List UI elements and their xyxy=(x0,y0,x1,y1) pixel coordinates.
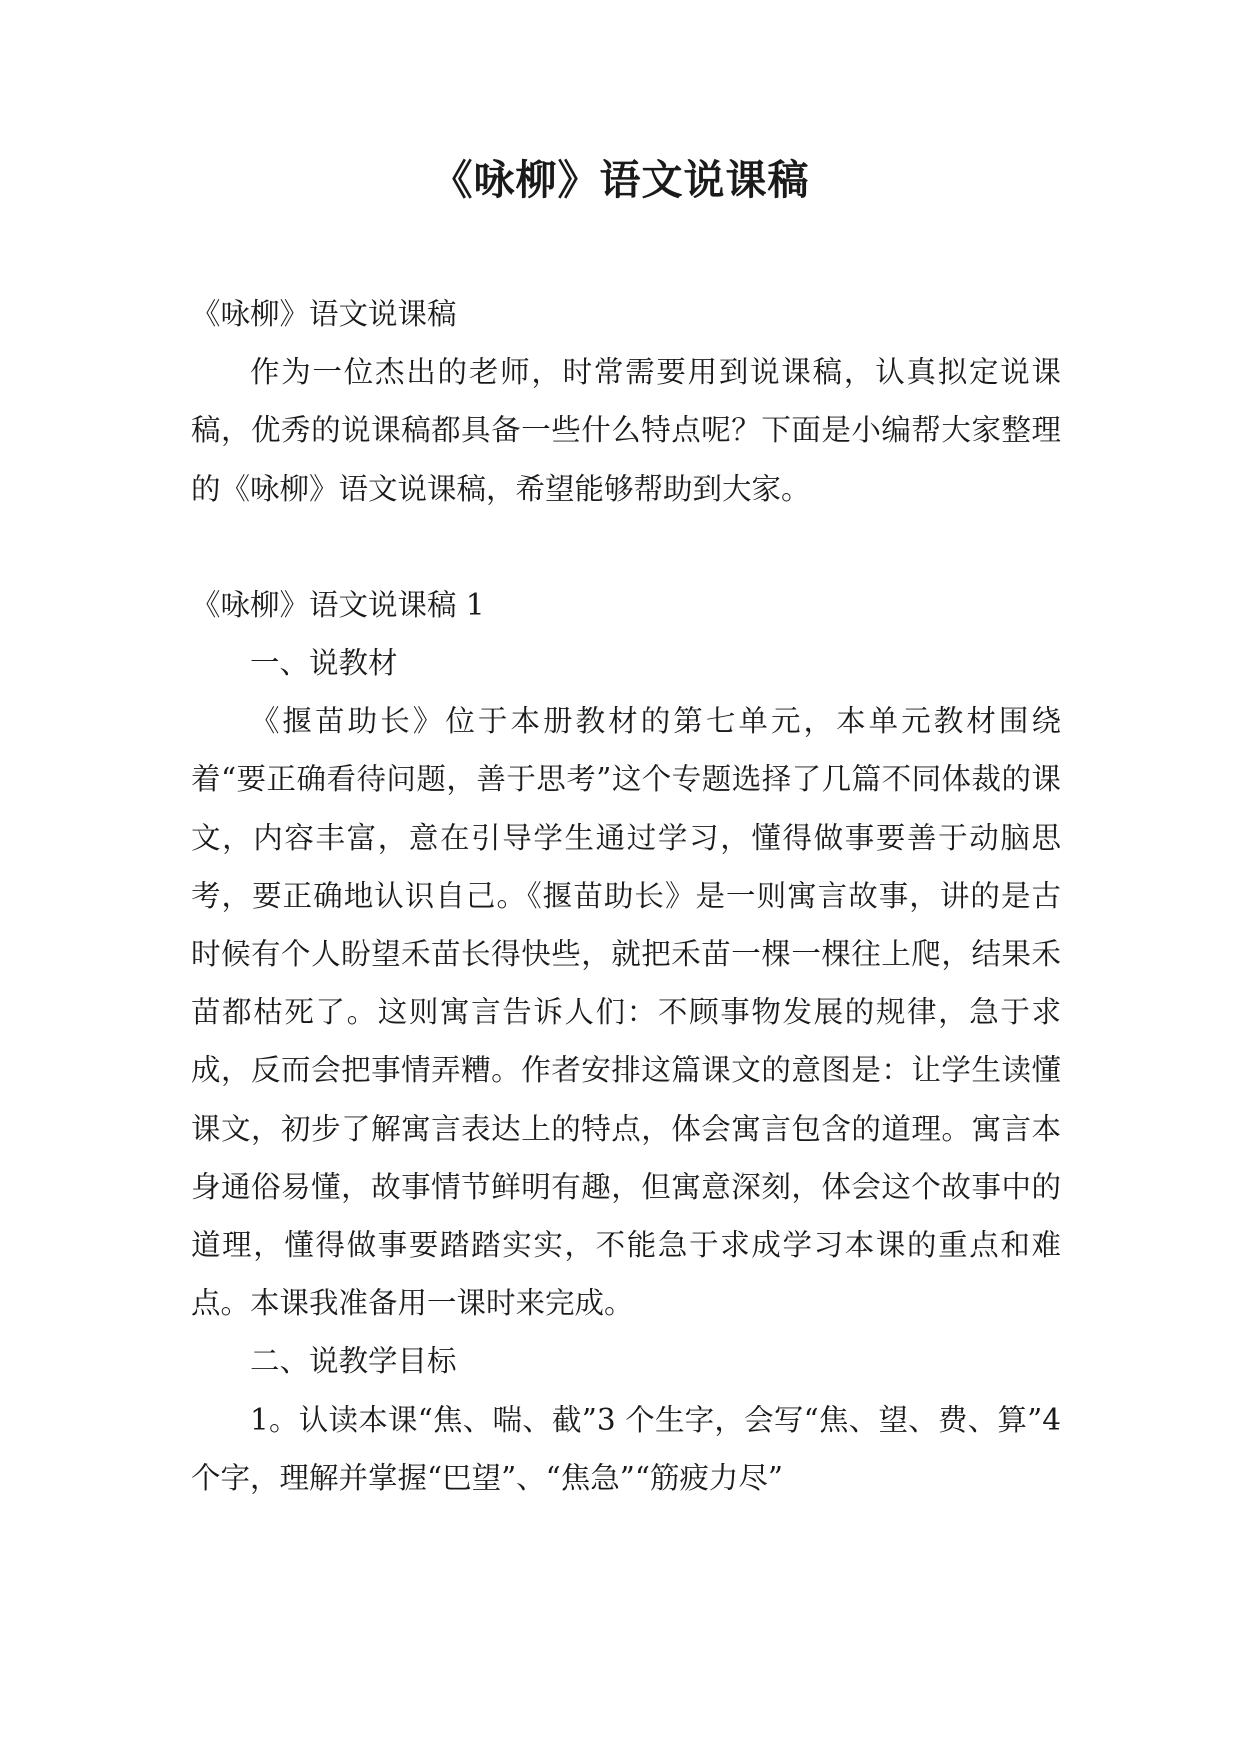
subheading-textbook: 一、说教材 xyxy=(250,646,398,681)
paragraph-gap xyxy=(191,518,1061,576)
body-heading: 《咏柳》语文说课稿 xyxy=(191,297,457,331)
textbook-paragraph: 《揠苗助长》位于本册教材的第七单元，本单元教材围绕着“要正确看待问题，善于思考”这个专题选择了几篇不同体裁的课文，内容丰富，意在引导学生通过学习，懂得做事要善于动脑思考，要正确地认识自己。《揠苗助长》是一则寓言故事，讲的是古时候有个人盼望禾苗长得快些，就把禾苗一棵一棵往上爬，结果禾苗都枯死了。这则寓言告诉人们：不顾事物发展的规律，急于求成，反而会把事情弄糟。作者安排这篇课文的意图是：让学生读懂课文，初步了解寓言表达上的特点，体会寓言包含的道理。寓言本身通俗易懂，故事情节鲜明有趣，但寓意深刻，体会这个故事中的道理，懂得做事要踏踏实实，不能急于求成学习本课的重点和难点。本课我准备用一课时来完成。 xyxy=(191,704,1061,1321)
document-title: 《咏柳》语文说课稿 xyxy=(431,156,810,204)
subheading-goals: 二、说教学目标 xyxy=(250,1344,457,1379)
goals-paragraph: 1。认读本课“焦、喘、截”3 个生字，会写“焦、望、费、算”4 个字，理解并掌握“巴望”、“焦急”“筋疲力尽” xyxy=(191,1402,1061,1495)
document-body xyxy=(191,285,1061,1507)
section-heading: 《咏柳》语文说课稿 1 xyxy=(191,587,485,622)
intro-paragraph: 作为一位杰出的老师，时常需要用到说课稿，认真拟定说课稿，优秀的说课稿都具备一些什么特点呢？下面是小编帮大家整理的《咏柳》语文说课稿，希望能够帮助到大家。 xyxy=(191,355,1061,506)
